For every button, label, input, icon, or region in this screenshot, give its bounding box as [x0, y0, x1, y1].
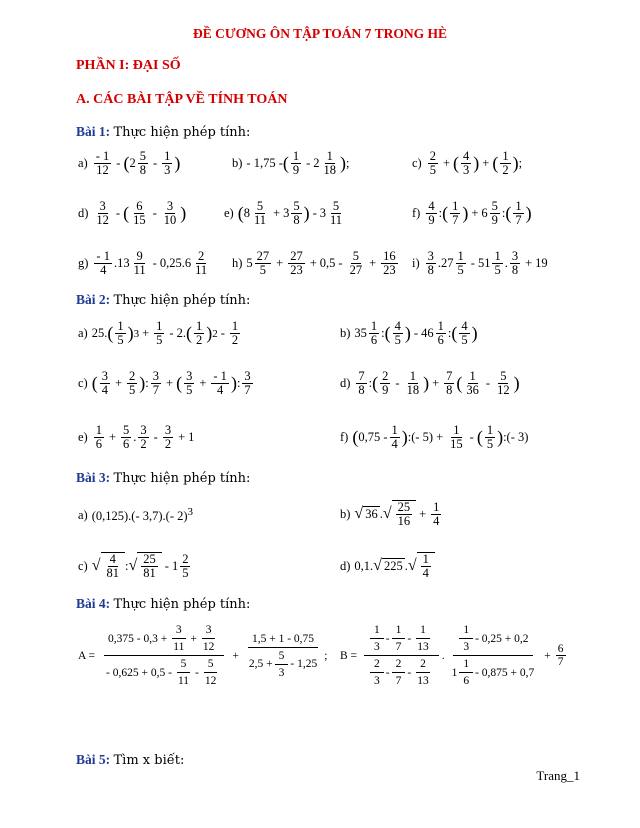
- problem-4-A: A = 0,375 - 0,3 + $\frac{3}{11}$ + $\frac{3}{12}$ - 0,625 + 0,5 - $\frac{5}{11}$ - $\frac{5}{12}$ + 1,5 + 1 - 0,75 2,5 + $\frac{5}{3}$ - 1,25 ;: [78, 624, 328, 688]
- problem-2b: b) 35 $\frac{1}{6}$ : ( $\frac{4}{5}$ ) - 46 $\frac{1}{6}$ : ( $\frac{4}{5}$ ): [340, 319, 478, 348]
- problem-2e: e) $\frac{1}{6}$ + $\frac{5}{6}$ . $\frac{3}{2}$ - $\frac{3}{2}$ + 1: [78, 423, 195, 452]
- page-footer: Trang_1: [536, 768, 580, 783]
- problem-1i: i) $\frac{3}{8}$ .27 $\frac{1}{5}$ - 51 $\frac{1}{5}$ . $\frac{3}{8}$ + 19: [412, 249, 548, 278]
- problem-3c: c) √ $\frac{4}{81}$ : √ $\frac{25}{81}$ - 1 $\frac{2}{5}$: [78, 551, 189, 581]
- exercise-5-heading: Bài 5: Tìm x biết:: [76, 752, 185, 768]
- exercise-1-label: Bài 1:: [76, 124, 111, 139]
- problem-2d: d) $\frac{7}{8}$ : ( $\frac{2}{9}$ - $\frac{1}{18}$ ) + $\frac{7}{8}$ ( $\frac{1}{36}$ - $\frac{5}{12}$ ): [340, 369, 520, 398]
- problem-1d: d) $\frac{3}{12}$ - ( $\frac{6}{15}$ - $\frac{3}{10}$ ): [78, 199, 187, 228]
- exercise-4-heading: Bài 4: Thực hiện phép tính:: [76, 596, 251, 612]
- exercise-1-heading: [76, 124, 250, 140]
- section-heading: A. CÁC BÀI TẬP VỀ TÍNH TOÁN: [76, 92, 288, 107]
- problem-1a: a) $\frac{- 1}{12}$ - ( 2 $\frac{5}{8}$ - $\frac{1}{3}$ ): [78, 149, 181, 178]
- problem-1h: h) 5 $\frac{27}{5}$ + $\frac{27}{23}$ + 0,5 - $\frac{5}{27}$ + $\frac{16}{23}$: [232, 249, 396, 278]
- exercise-2-heading: Bài 2: Thực hiện phép tính:: [76, 292, 251, 308]
- problem-1e: e) ( 8 $\frac{5}{11}$ + 3 $\frac{5}{8}$ ) - 3 $\frac{5}{11}$: [224, 199, 343, 228]
- exercise-1-instruction: Thực hiện phép tính:: [113, 125, 251, 140]
- problem-1f: f) $\frac{4}{9}$ : ( $\frac{1}{7}$ ) + 6 $\frac{5}{9}$ : ( $\frac{1}{7}$ ): [412, 199, 532, 228]
- part-heading: PHẦN I: ĐẠI SỐ: [76, 58, 181, 73]
- problem-2c: c) ( $\frac{3}{4}$ + $\frac{2}{5}$ ) : $\frac{3}{7}$ + ( $\frac{3}{5}$ + $\frac{- 1}{4}$ ) : $\frac{3}{7}$: [78, 369, 251, 398]
- problem-4-B: B = $\frac{1}{3}$ - $\frac{1}{7}$ - $\frac{1}{13}$ $\frac{2}{3}$ - $\frac{2}{7}$ - $\frac{2}{13}$ . $\frac{1}{3}$ - 0,25 + 0,2 1 $\frac{1}{6}$ - 0,875 + 0,7 + $\frac{6}{7}$: [340, 624, 564, 688]
- document-title: ĐỀ CƯƠNG ÔN TẬP TOÁN 7 TRONG HÈ: [193, 26, 447, 41]
- problem-3a: a) (0,125).(- 3,7).(- 2)$^3$: [78, 506, 194, 524]
- problem-3d: d) 0,1. √ 225 . √ $\frac{1}{4}$: [340, 552, 435, 580]
- problem-2f: f) ( 0,75 - $\frac{1}{4}$ ) :(- 5) + $\frac{1}{15}$ - ( $\frac{1}{5}$ ) :(- 3): [340, 423, 529, 452]
- problem-2a: a) 25. ( $\frac{1}{5}$ ) 3 + $\frac{1}{5}$ - 2. ( $\frac{1}{2}$ ) 2 - $\frac{1}{2}$: [78, 319, 239, 348]
- problem-3b: b) √ 36 . √ $\frac{25}{16}$ + $\frac{1}{4}$: [340, 499, 440, 529]
- problem-1c: c) $\frac{2}{5}$ + ( $\frac{4}{3}$ ) + ( $\frac{1}{2}$ ) ;: [412, 149, 523, 178]
- problem-1g: g) $\frac{- 1}{4}$ .13 $\frac{9}{11}$ - 0,25.6 $\frac{2}{11}$: [78, 249, 208, 278]
- problem-1b: b) - 1,75 - ( $\frac{1}{9}$ - 2 $\frac{1}{18}$ ) ;: [232, 149, 350, 178]
- exercise-3-heading: Bài 3: Thực hiện phép tính:: [76, 470, 251, 486]
